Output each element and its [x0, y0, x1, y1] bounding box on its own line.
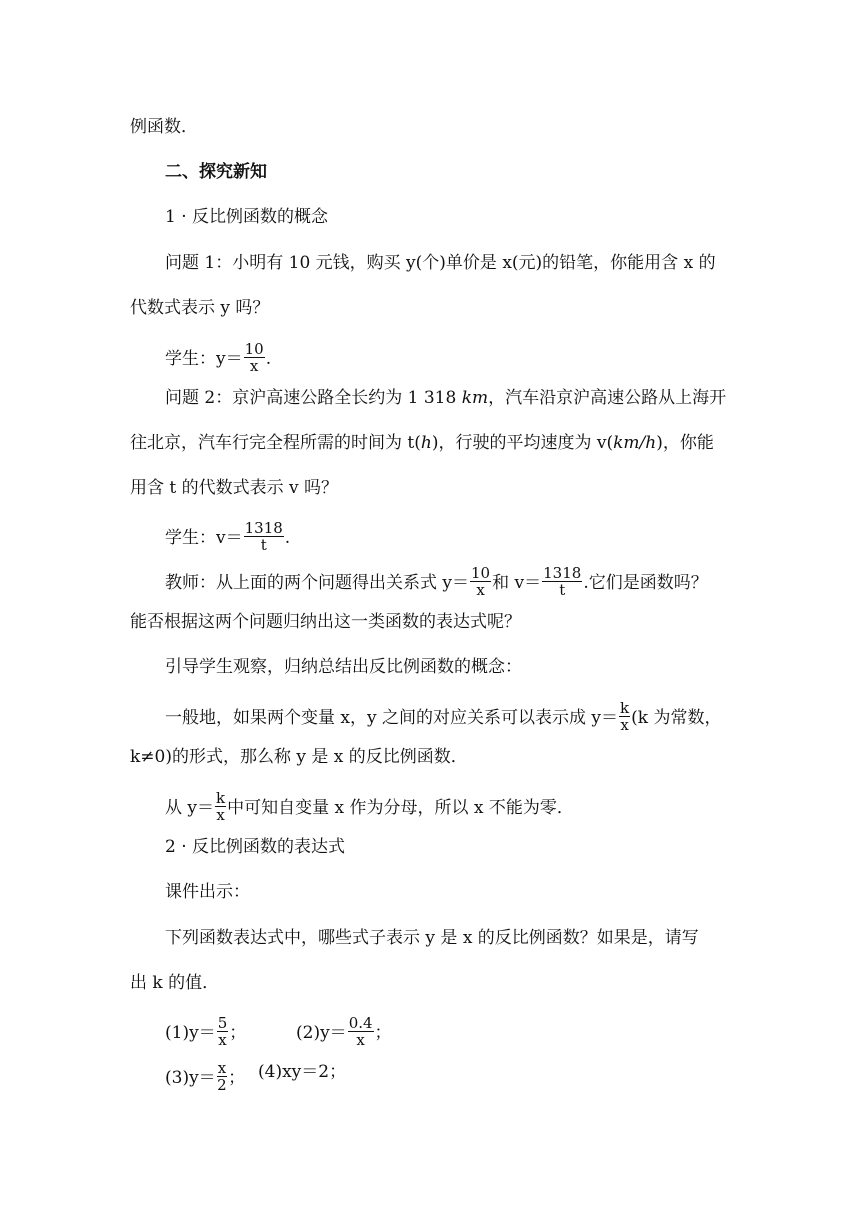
- text-line: [165, 564, 708, 600]
- text-line: [165, 928, 699, 948]
- numerator: k: [620, 699, 630, 717]
- text: ；: [229, 1023, 247, 1043]
- denominator: x: [476, 581, 485, 599]
- fraction: [217, 1015, 229, 1048]
- text: 下列函数表达式中，哪些式子表示 y 是 x 的反比例函数？如果是，请写: [165, 928, 699, 948]
- text: 出 k 的值．: [130, 973, 220, 993]
- numerator: 0.4: [348, 1014, 373, 1032]
- numerator: 1318: [543, 564, 582, 582]
- denominator: t: [260, 536, 267, 554]
- text-line: [130, 117, 198, 137]
- denominator: x: [620, 716, 629, 734]
- numerator: 10: [244, 340, 264, 358]
- subsection-heading: [165, 207, 328, 227]
- text: 从 y＝: [165, 798, 215, 818]
- fraction: [470, 565, 491, 598]
- text: 2 · 反比例函数的表达式: [165, 837, 346, 857]
- text: )，行驶的平均速度为 v(: [431, 433, 614, 453]
- fraction: [542, 565, 582, 598]
- text: 1 · 反比例函数的概念: [165, 207, 329, 227]
- denominator: x: [216, 806, 225, 824]
- text: 用含 t 的代数式表示 v 吗？: [130, 478, 339, 498]
- text: .: [284, 528, 291, 548]
- fraction: [619, 700, 630, 733]
- exercise-item: [296, 1014, 392, 1050]
- numerator: 1318: [244, 519, 283, 537]
- unit: km: [461, 388, 489, 408]
- text: (4)xy＝2；: [258, 1062, 347, 1082]
- fraction: [215, 790, 226, 823]
- text: (k 为常数，: [631, 708, 722, 728]
- text-line: [130, 973, 219, 993]
- fraction: [244, 341, 265, 374]
- text: 中可知自变量 x 作为分母，所以 x 不能为零．: [227, 798, 574, 818]
- text-line: [165, 519, 291, 555]
- text: .它们是函数吗？: [583, 573, 708, 593]
- text: ；: [374, 1023, 392, 1043]
- fraction: [217, 1060, 227, 1093]
- text: 代数式表示 y 吗？: [130, 298, 270, 318]
- text: 课件出示：: [165, 882, 250, 902]
- denominator: t: [559, 581, 566, 599]
- text: ；: [228, 1068, 246, 1088]
- fraction: [244, 520, 284, 553]
- text: 问题 1：小明有 10 元钱，购买 y(个)单价是 x(元)的铅笔，你能用含 x 的: [165, 253, 716, 273]
- denominator: x: [218, 1031, 227, 1049]
- denominator: x: [249, 357, 259, 375]
- text: )，你能: [656, 433, 714, 453]
- text-line: [130, 612, 521, 632]
- text: 引导学生观察，归纳总结出反比例函数的概念：: [165, 657, 522, 677]
- text-line: [165, 882, 250, 902]
- text: .: [265, 349, 272, 369]
- text: 学生：v＝: [165, 528, 243, 548]
- numerator: 5: [217, 1014, 228, 1032]
- text: (2)y＝: [296, 1023, 347, 1043]
- text: (1)y＝: [165, 1023, 216, 1043]
- numerator: 10: [471, 564, 491, 582]
- text-line: [165, 789, 574, 825]
- text-line: [165, 388, 726, 408]
- exercise-item: [165, 1059, 246, 1095]
- text-line: [130, 298, 269, 318]
- text: k≠0)的形式，那么称 y 是 x 的反比例函数．: [130, 747, 468, 767]
- text-line: [130, 747, 468, 767]
- text: (3)y＝: [165, 1068, 216, 1088]
- text: 往北京，汽车行完全程所需的时间为 t(: [130, 433, 421, 453]
- denominator: x: [356, 1031, 365, 1049]
- text-line: [130, 478, 338, 498]
- exercise-item: [258, 1062, 346, 1082]
- text-line: [165, 657, 522, 677]
- denominator: 2: [217, 1076, 227, 1094]
- text: 问题 2：京沪高速公路全长约为 1 318: [165, 388, 462, 408]
- exercise-item: [165, 1014, 247, 1050]
- text: 二、探究新知: [165, 162, 267, 182]
- numerator: k: [216, 789, 226, 807]
- text-line: [165, 699, 722, 735]
- text-line: [165, 253, 716, 273]
- text: 一般地，如果两个变量 x，y 之间的对应关系可以表示成 y＝: [165, 708, 619, 728]
- numerator: x: [217, 1059, 227, 1077]
- text: 学生：y＝: [165, 349, 243, 369]
- text: 和 v＝: [492, 573, 542, 593]
- text-line: [130, 433, 714, 453]
- subsection-heading: [165, 837, 345, 857]
- section-heading: [165, 162, 267, 182]
- text: ，汽车沿京沪高速公路从上海开: [488, 388, 727, 408]
- unit: km/h: [613, 433, 657, 453]
- text: 能否根据这两个问题归纳出这一类函数的表达式呢？: [130, 612, 521, 632]
- unit: h: [420, 433, 432, 453]
- text-line: [165, 340, 272, 376]
- fraction: [348, 1015, 374, 1048]
- text: 教师：从上面的两个问题得出关系式 y＝: [165, 573, 470, 593]
- text: 例函数．: [130, 117, 198, 137]
